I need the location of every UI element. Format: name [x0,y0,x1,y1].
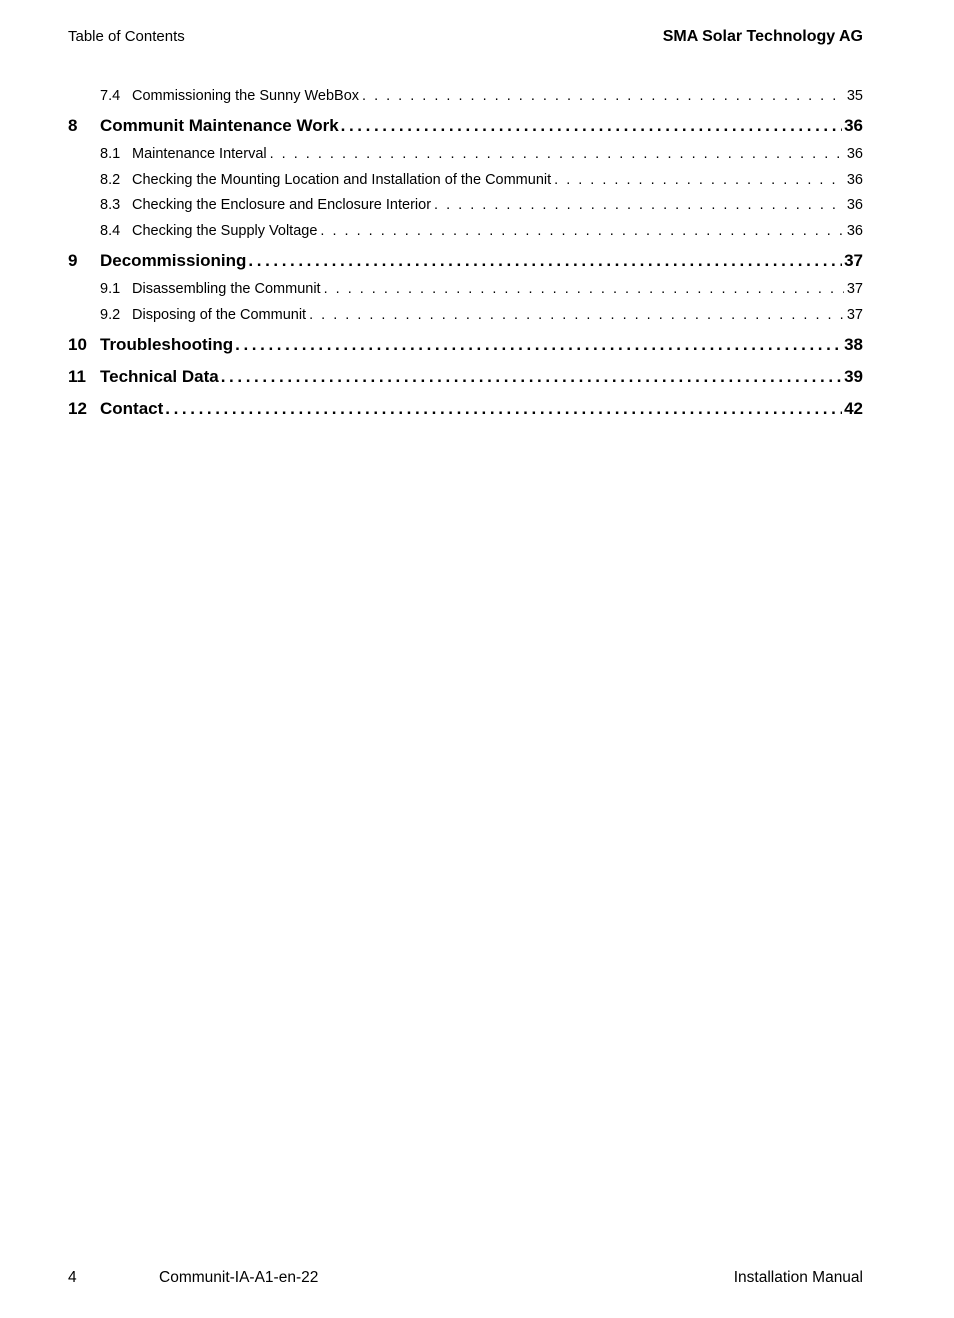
toc-entry-9-2[interactable] [68,303,863,329]
toc-entry-page: 42 [844,398,863,418]
toc-entry-8[interactable] [68,110,863,142]
toc-entry-number: 10 [68,334,87,354]
toc-entry-title: Commissioning the Sunny WebBox [132,88,360,104]
toc-entry-title: Technical Data [100,366,219,386]
toc-dot-leader [309,303,844,329]
toc-entry-page: 38 [844,334,863,354]
toc-dot-leader [320,219,843,245]
toc-entry-11[interactable] [68,361,863,393]
toc-entry-number: 11 [68,366,86,386]
toc-entry-number: 8.1 [100,145,121,162]
toc-dot-leader [341,110,842,142]
toc-entry-title: Communit Maintenance Work [100,115,339,135]
toc-entry-title: Troubleshooting [100,334,234,354]
toc-entry-page: 36 [846,197,863,214]
toc-entry-9-1[interactable] [68,277,863,303]
toc-dot-leader [235,329,842,361]
toc-dot-leader [362,84,844,110]
toc-entry-12[interactable] [68,393,863,425]
toc-dot-leader [248,245,842,277]
toc-entry-title: Contact [100,398,164,418]
toc-dot-leader [270,142,844,168]
toc-entry-title: Decommissioning [100,250,247,270]
toc-entry-page: 36 [846,171,863,188]
toc-entry-number: 9 [68,250,78,270]
toc-entry-number: 8.3 [100,197,121,214]
toc-entry-title: Checking the Mounting Location and Installation of the Communit [132,171,552,188]
toc-dot-leader [324,277,844,303]
toc-entry-title: Maintenance Interval [132,145,267,162]
toc-entry-title: Disposing of the Communit [132,306,307,323]
toc-entry-page: 37 [844,250,863,270]
toc-entry-8-2[interactable] [68,168,863,194]
toc-entry-page: 39 [844,366,863,386]
footer-document-id: Communit-IA-A1-en-22 [159,1269,319,1286]
toc-dot-leader [434,193,844,219]
toc-entry-8-1[interactable] [68,142,863,168]
toc-dot-leader [165,393,842,425]
toc-entry-page: 36 [846,145,863,162]
toc-entry-9[interactable] [68,245,863,277]
toc-entry-7-4[interactable] [68,84,863,110]
toc-entry-10[interactable] [68,329,863,361]
toc-dot-leader [221,361,842,393]
toc-entry-title: Checking the Supply Voltage [132,223,318,240]
toc-entry-number: 8 [68,115,78,135]
toc-entry-number: 8.4 [100,223,121,240]
toc-entry-page: 36 [844,115,863,135]
toc-dot-leader [554,168,844,194]
footer-document-type: Installation Manual [733,1269,863,1286]
toc-entry-page: 37 [846,306,863,323]
toc-entry-number: 8.2 [100,171,121,188]
toc-entry-number: 9.2 [100,306,121,323]
toc-entry-8-3[interactable] [68,193,863,219]
footer-page-number: 4 [68,1269,77,1286]
header-company-name: SMA Solar Technology AG [662,28,863,45]
toc-entry-8-4[interactable] [68,219,863,245]
header-section-title: Table of Contents [68,28,185,45]
toc-entry-title: Checking the Enclosure and Enclosure Interior [132,197,432,214]
toc-entry-title: Disassembling the Communit [132,280,321,297]
toc-entry-number: 7.4 [100,88,121,104]
table-of-contents [68,84,863,425]
toc-entry-number: 9.1 [100,280,121,297]
toc-entry-page: 37 [846,280,863,297]
toc-entry-page: 36 [846,223,863,240]
toc-entry-number: 12 [68,398,87,418]
toc-entry-page: 35 [846,88,863,104]
